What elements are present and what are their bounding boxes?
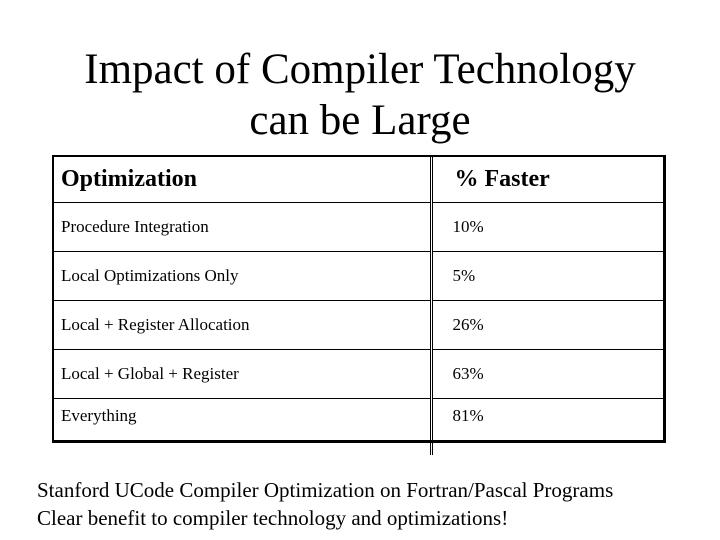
footnote-line-1: Stanford UCode Compiler Optimization on Fortran/Pascal Programs: [37, 478, 614, 502]
percent-faster-cell: 26%: [431, 301, 663, 350]
table-row: [54, 301, 663, 350]
optimization-cell: Local + Register Allocation: [54, 301, 431, 350]
optimization-table: [54, 157, 663, 455]
table-row: [54, 203, 663, 252]
optimization-cell: Local Optimizations Only: [54, 252, 431, 301]
percent-faster-cell: 10%: [431, 203, 663, 252]
table-row: [54, 350, 663, 399]
optimization-cell: Local + Global + Register: [54, 350, 431, 399]
slide-footnotes: [37, 476, 613, 532]
table-row: [54, 252, 663, 301]
slide-title: [0, 44, 720, 146]
slide-title-line-2: can be Large: [249, 97, 471, 144]
header-percent-faster: % Faster: [431, 157, 663, 203]
table-header-row: [54, 157, 663, 203]
optimization-cell: Procedure Integration: [54, 203, 431, 252]
header-optimization: Optimization: [54, 157, 431, 203]
percent-faster-cell: 5%: [431, 252, 663, 301]
optimization-table-frame: [52, 155, 666, 443]
optimization-cell: Everything: [54, 399, 431, 456]
percent-faster-cell: 63%: [431, 350, 663, 399]
slide-title-line-1: Impact of Compiler Technology: [84, 46, 636, 93]
footnote-line-2: Clear benefit to compiler technology and optimizations!: [37, 506, 509, 530]
percent-faster-cell: 81%: [452, 406, 484, 425]
table-row: [54, 399, 663, 456]
